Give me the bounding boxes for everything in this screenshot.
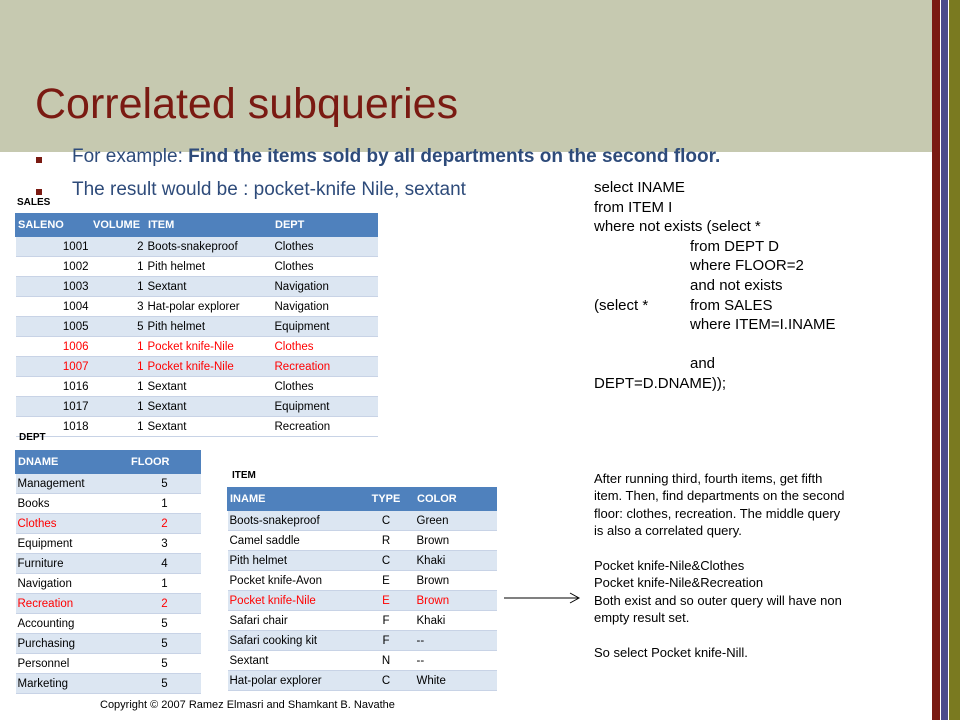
explanation-line: empty result set. bbox=[594, 610, 690, 626]
dept-row bbox=[16, 494, 201, 514]
dept-header-cell: DNAME bbox=[16, 451, 129, 474]
sales-row-cell: 1 bbox=[91, 277, 146, 297]
item-row bbox=[228, 611, 497, 631]
sql-line: select INAME bbox=[594, 179, 685, 196]
item-row-cell: F bbox=[358, 631, 415, 651]
sales-row-cell: Pith helmet bbox=[146, 257, 273, 277]
explanation-line: So select Pocket knife-Nill. bbox=[594, 645, 748, 661]
sales-row-cell: 1001 bbox=[16, 237, 91, 257]
dept-row bbox=[16, 534, 201, 554]
dept-row bbox=[16, 514, 201, 534]
dept-row-cell: Recreation bbox=[16, 594, 129, 614]
sales-row bbox=[16, 397, 378, 417]
dept-row-cell: 5 bbox=[129, 654, 201, 674]
header-band bbox=[0, 0, 932, 152]
sales-row-cell: 2 bbox=[91, 237, 146, 257]
sales-header-cell: VOLUME bbox=[91, 214, 146, 237]
dept-row-cell: Purchasing bbox=[16, 634, 129, 654]
sales-row bbox=[16, 277, 378, 297]
explanation-line: Pocket knife-Nile&Recreation bbox=[594, 575, 764, 591]
sales-row-cell: 1017 bbox=[16, 397, 91, 417]
dept-row-cell: Personnel bbox=[16, 654, 129, 674]
sales-row-cell: Navigation bbox=[273, 297, 378, 317]
item-header-row bbox=[228, 488, 497, 511]
sales-row bbox=[16, 317, 378, 337]
dept-row-cell: 2 bbox=[129, 594, 201, 614]
explanation-text bbox=[594, 470, 914, 661]
dept-row-cell: Furniture bbox=[16, 554, 129, 574]
sql-line: from ITEM I bbox=[594, 198, 673, 216]
sales-row-cell: 1004 bbox=[16, 297, 91, 317]
sales-row-cell: Recreation bbox=[273, 357, 378, 377]
dept-row-cell: Navigation bbox=[16, 574, 129, 594]
dept-row-cell: 1 bbox=[129, 494, 201, 514]
item-row-cell: Green bbox=[415, 511, 497, 531]
item-row-cell: -- bbox=[415, 651, 497, 671]
dept-row bbox=[16, 554, 201, 574]
sales-label: SALES bbox=[17, 197, 51, 208]
sql-line bbox=[594, 276, 835, 296]
dept-row-cell: 5 bbox=[129, 474, 201, 494]
slide-title: Correlated subqueries bbox=[35, 80, 459, 128]
bullet-marker-2 bbox=[36, 189, 42, 195]
item-row-cell: N bbox=[358, 651, 415, 671]
sales-row-cell: Recreation bbox=[273, 417, 378, 437]
bullet-marker-1 bbox=[36, 157, 42, 163]
item-row-cell: C bbox=[358, 671, 415, 691]
item-row-cell: C bbox=[358, 551, 415, 571]
sales-row-cell: 1 bbox=[91, 357, 146, 377]
dept-row-cell: Clothes bbox=[16, 514, 129, 534]
copyright-footer: Copyright © 2007 Ramez Elmasri and Shamkant B. Navathe bbox=[100, 699, 395, 711]
item-row-cell: Pith helmet bbox=[228, 551, 358, 571]
item-row-cell: E bbox=[358, 571, 415, 591]
sql-line: and bbox=[690, 355, 716, 373]
sales-header-cell: ITEM bbox=[146, 214, 273, 237]
sales-row-cell: 1 bbox=[91, 417, 146, 437]
item-table bbox=[227, 487, 497, 691]
sales-row-cell: Hat-polar explorer bbox=[146, 297, 273, 317]
item-header-cell: TYPE bbox=[358, 488, 415, 511]
sales-row bbox=[16, 417, 378, 437]
item-row-cell: F bbox=[358, 611, 415, 631]
dept-row-cell: Accounting bbox=[16, 614, 129, 634]
dept-label: DEPT bbox=[19, 432, 46, 443]
explanation-line: floor: clothes, recreation. The middle query bbox=[594, 505, 841, 521]
bullet-1 bbox=[72, 146, 720, 168]
bullet-2: The result would be : pocket-knife Nile, sextant bbox=[72, 179, 466, 200]
sql-line: from DEPT D bbox=[690, 237, 779, 255]
sales-header-cell: DEPT bbox=[273, 214, 378, 237]
sales-row bbox=[16, 337, 378, 357]
sql-query bbox=[594, 178, 835, 394]
item-row-cell: Pocket knife-Nile bbox=[228, 591, 358, 611]
item-row-cell: Boots-snakeproof bbox=[228, 511, 358, 531]
sql-from-sales: from SALES bbox=[690, 296, 773, 314]
item-row-cell: Brown bbox=[415, 531, 497, 551]
dept-row bbox=[16, 654, 201, 674]
sales-row-cell: Navigation bbox=[273, 277, 378, 297]
sales-row-cell: 1018 bbox=[16, 417, 91, 437]
item-row bbox=[228, 671, 497, 691]
sales-row-cell: Boots-snakeproof bbox=[146, 237, 273, 257]
dept-row-cell: 5 bbox=[129, 614, 201, 634]
item-row-cell: Safari cooking kit bbox=[228, 631, 358, 651]
sales-row-cell: Pocket knife-Nile bbox=[146, 357, 273, 377]
dept-row-cell: 5 bbox=[129, 634, 201, 654]
dept-row-cell: Management bbox=[16, 474, 129, 494]
sql-line: where FLOOR=2 bbox=[690, 257, 804, 275]
item-row bbox=[228, 551, 497, 571]
explanation-line: item. Then, find departments on the second bbox=[594, 488, 845, 504]
sales-row-cell: 1 bbox=[91, 397, 146, 417]
arrow-icon bbox=[500, 588, 588, 608]
dept-row-cell: Marketing bbox=[16, 674, 129, 694]
dept-row-cell: 3 bbox=[129, 534, 201, 554]
explanation-line: After running third, fourth items, get fifth bbox=[594, 471, 823, 486]
dept-row-cell: 2 bbox=[129, 514, 201, 534]
sales-row bbox=[16, 377, 378, 397]
sales-header-row bbox=[16, 214, 378, 237]
sales-row-cell: Sextant bbox=[146, 397, 273, 417]
sales-row-cell: Sextant bbox=[146, 417, 273, 437]
sales-row-cell: Clothes bbox=[273, 377, 378, 397]
item-row bbox=[228, 651, 497, 671]
bullet-1-bold: Find the items sold by all departments on the second floor. bbox=[188, 146, 721, 167]
sales-row-cell: 5 bbox=[91, 317, 146, 337]
sales-row-cell: 1 bbox=[91, 377, 146, 397]
item-row bbox=[228, 571, 497, 591]
dept-row-cell: 1 bbox=[129, 574, 201, 594]
item-row-cell: Brown bbox=[415, 591, 497, 611]
explanation-line: Both exist and so outer query will have non bbox=[594, 592, 842, 608]
item-row-cell: C bbox=[358, 511, 415, 531]
item-row-cell: Pocket knife-Avon bbox=[228, 571, 358, 591]
item-row bbox=[228, 531, 497, 551]
dept-row-cell: 4 bbox=[129, 554, 201, 574]
right-stripes bbox=[932, 0, 960, 720]
item-row bbox=[228, 591, 497, 611]
sales-row-cell: Equipment bbox=[273, 397, 378, 417]
sales-row bbox=[16, 297, 378, 317]
sales-row bbox=[16, 257, 378, 277]
explanation-line: Pocket knife-Nile&Clothes bbox=[594, 558, 745, 574]
item-row-cell: Khaki bbox=[415, 611, 497, 631]
sales-row bbox=[16, 237, 378, 257]
bullet-1-prefix: For example: bbox=[72, 146, 189, 167]
item-header-cell: INAME bbox=[228, 488, 358, 511]
item-row-cell: R bbox=[358, 531, 415, 551]
item-header-cell: COLOR bbox=[415, 488, 497, 511]
sql-line: DEPT=D.DNAME)); bbox=[594, 374, 727, 392]
item-row-cell: Safari chair bbox=[228, 611, 358, 631]
item-row bbox=[228, 511, 497, 531]
item-row-cell: Khaki bbox=[415, 551, 497, 571]
sales-row-cell: Clothes bbox=[273, 237, 378, 257]
dept-row-cell: Books bbox=[16, 494, 129, 514]
dept-row bbox=[16, 674, 201, 694]
sql-select-star: (select * bbox=[594, 296, 649, 314]
item-label: ITEM bbox=[232, 470, 256, 481]
item-row-cell: White bbox=[415, 671, 497, 691]
dept-row bbox=[16, 474, 201, 494]
sales-row-cell: 1003 bbox=[16, 277, 91, 297]
sales-row-cell: 1002 bbox=[16, 257, 91, 277]
dept-row bbox=[16, 594, 201, 614]
sales-table bbox=[15, 213, 378, 437]
sales-row-cell: 1006 bbox=[16, 337, 91, 357]
sales-row-cell: 1007 bbox=[16, 357, 91, 377]
sales-row-cell: 1 bbox=[91, 337, 146, 357]
sales-row-cell: 1016 bbox=[16, 377, 91, 397]
sales-row-cell: Sextant bbox=[146, 277, 273, 297]
sql-line: where ITEM=I.INAME bbox=[690, 316, 836, 334]
dept-row-cell: 5 bbox=[129, 674, 201, 694]
dept-row bbox=[16, 634, 201, 654]
sales-row-cell: Pith helmet bbox=[146, 317, 273, 337]
dept-header-row bbox=[16, 451, 201, 474]
dept-row bbox=[16, 574, 201, 594]
item-row-cell: Sextant bbox=[228, 651, 358, 671]
item-row bbox=[228, 631, 497, 651]
dept-header-cell: FLOOR bbox=[129, 451, 201, 474]
sales-row-cell: 3 bbox=[91, 297, 146, 317]
sales-row bbox=[16, 357, 378, 377]
sales-row-cell: Clothes bbox=[273, 257, 378, 277]
dept-row bbox=[16, 614, 201, 634]
sales-row-cell: Equipment bbox=[273, 317, 378, 337]
item-row-cell: Brown bbox=[415, 571, 497, 591]
sql-line-blank bbox=[594, 335, 835, 355]
sales-row-cell: Clothes bbox=[273, 337, 378, 357]
explanation-line: is also a correlated query. bbox=[594, 523, 742, 539]
sql-line bbox=[594, 296, 835, 316]
item-row-cell: E bbox=[358, 591, 415, 611]
item-row-cell: -- bbox=[415, 631, 497, 651]
sales-row-cell: 1005 bbox=[16, 317, 91, 337]
sql-line: where not exists (select * bbox=[594, 218, 761, 236]
item-row-cell: Camel saddle bbox=[228, 531, 358, 551]
dept-row-cell: Equipment bbox=[16, 534, 129, 554]
sales-row-cell: Pocket knife-Nile bbox=[146, 337, 273, 357]
item-row-cell: Hat-polar explorer bbox=[228, 671, 358, 691]
dept-table bbox=[15, 450, 201, 694]
sales-header-cell: SALENO bbox=[16, 214, 91, 237]
sql-and-not-exists: and not exists bbox=[690, 276, 783, 294]
sales-row-cell: 1 bbox=[91, 257, 146, 277]
sales-row-cell: Sextant bbox=[146, 377, 273, 397]
